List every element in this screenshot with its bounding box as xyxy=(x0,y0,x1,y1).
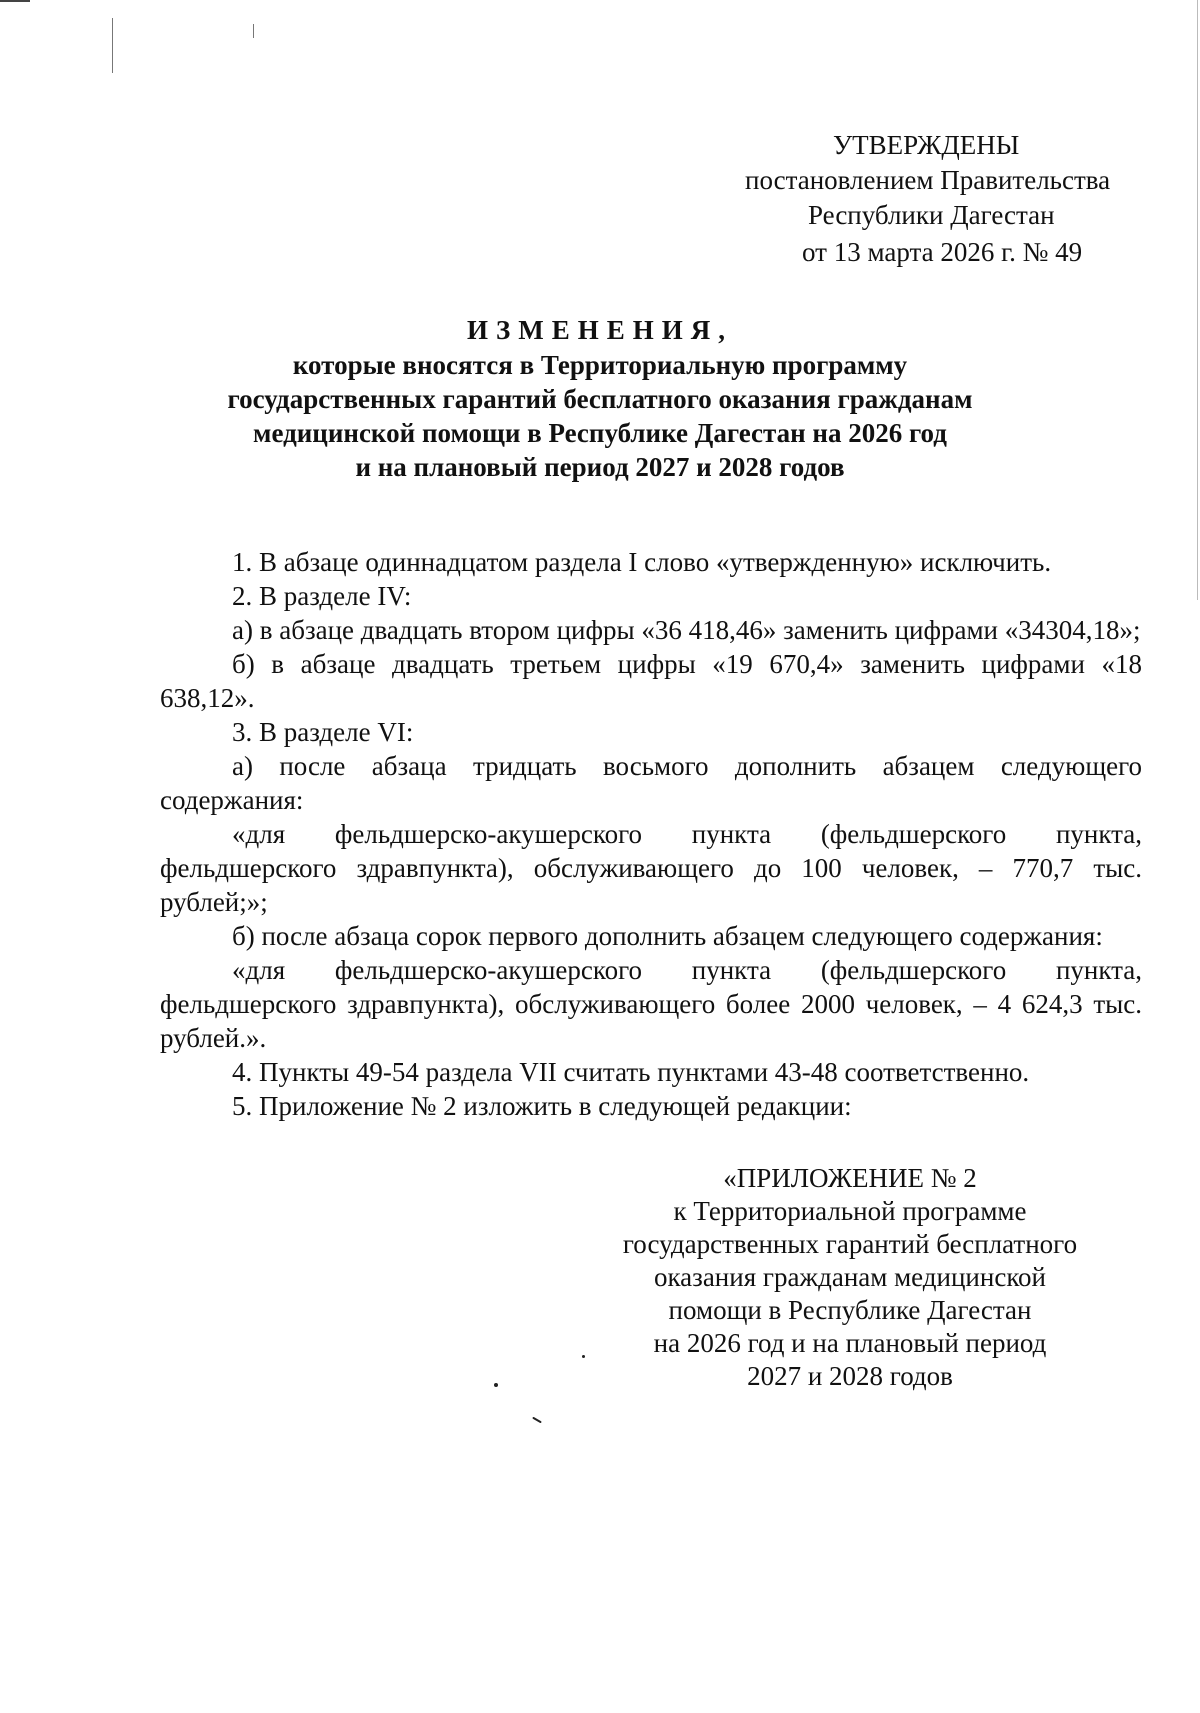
scan-artifact xyxy=(582,1355,585,1358)
paragraph: б) после абзаца сорок первого дополнить абзацем следующего содержания: xyxy=(232,921,1103,951)
approval-line: постановлением Правительства xyxy=(745,165,1111,195)
scan-artifact xyxy=(532,1417,542,1424)
appendix-block xyxy=(600,1162,1100,1393)
paragraph: 4. Пункты 49-54 раздела VII считать пунктами 43-48 соответственно. xyxy=(232,1057,1030,1087)
appendix-title: «ПРИЛОЖЕНИЕ № 2 xyxy=(723,1163,977,1193)
paragraph: а) после абзаца тридцать восьмого дополнить абзацем следующего содержания: xyxy=(160,751,1142,815)
heading-title: ИЗМЕНЕНИЯ, xyxy=(466,315,733,345)
paragraph: 5. Приложение № 2 изложить в следующей редакции: xyxy=(232,1091,852,1121)
appendix-line: оказания гражданам медицинской xyxy=(653,1262,1047,1292)
paragraph: б) в абзаце двадцать третьем цифры «19 670,4» заменить цифрами «18 638,12». xyxy=(160,649,1142,713)
appendix-line: государственных гарантий бесплатного xyxy=(622,1229,1078,1259)
scan-artifact xyxy=(253,24,254,38)
paragraph: 2. В разделе IV: xyxy=(232,581,412,611)
heading-line: которые вносятся в Территориальную программу xyxy=(292,350,908,380)
heading-line: и на плановый период 2027 и 2028 годов xyxy=(355,452,845,482)
scan-edge-mark xyxy=(0,0,30,2)
scan-artifact xyxy=(494,1383,498,1387)
heading-line: государственных гарантий бесплатного оказания гражданам xyxy=(227,384,973,414)
paragraph: 1. В абзаце одиннадцатом раздела I слово «утвержденную» исключить. xyxy=(232,547,1052,577)
paragraph: а) в абзаце двадцать втором цифры «36 418,46» заменить цифрами «34304,18»; xyxy=(232,615,1141,645)
paragraph: «для фельдшерско-акушерского пункта (фельдшерского пункта, фельдшерского здравпункта), обслуживающего до 100 человек, – 770,7 тыс. рублей;»; xyxy=(160,819,1142,917)
document-body xyxy=(160,545,1142,1123)
heading-line: медицинской помощи в Республике Дагестан на 2026 год xyxy=(253,418,947,448)
appendix-line: помощи в Республике Дагестан xyxy=(668,1295,1032,1325)
paragraph: «для фельдшерско-акушерского пункта (фельдшерского пункта, фельдшерского здравпункта), обслуживающего более 2000 человек, – 4 624,3 тыс. рублей.». xyxy=(160,955,1142,1053)
appendix-line: на 2026 год и на плановый период xyxy=(653,1328,1047,1358)
approval-line: Республики Дагестан xyxy=(808,200,1055,230)
scan-artifact xyxy=(112,18,113,73)
appendix-line: к Территориальной программе xyxy=(673,1196,1027,1226)
approval-title: УТВЕРЖДЕНЫ xyxy=(833,130,1020,160)
changes-heading xyxy=(160,313,1040,484)
scan-edge-shadow xyxy=(1197,0,1198,600)
paragraph: 3. В разделе VI: xyxy=(232,717,414,747)
appendix-line: 2027 и 2028 годов xyxy=(747,1361,953,1391)
approval-date: от 13 марта 2026 г. № 49 xyxy=(802,237,1083,267)
